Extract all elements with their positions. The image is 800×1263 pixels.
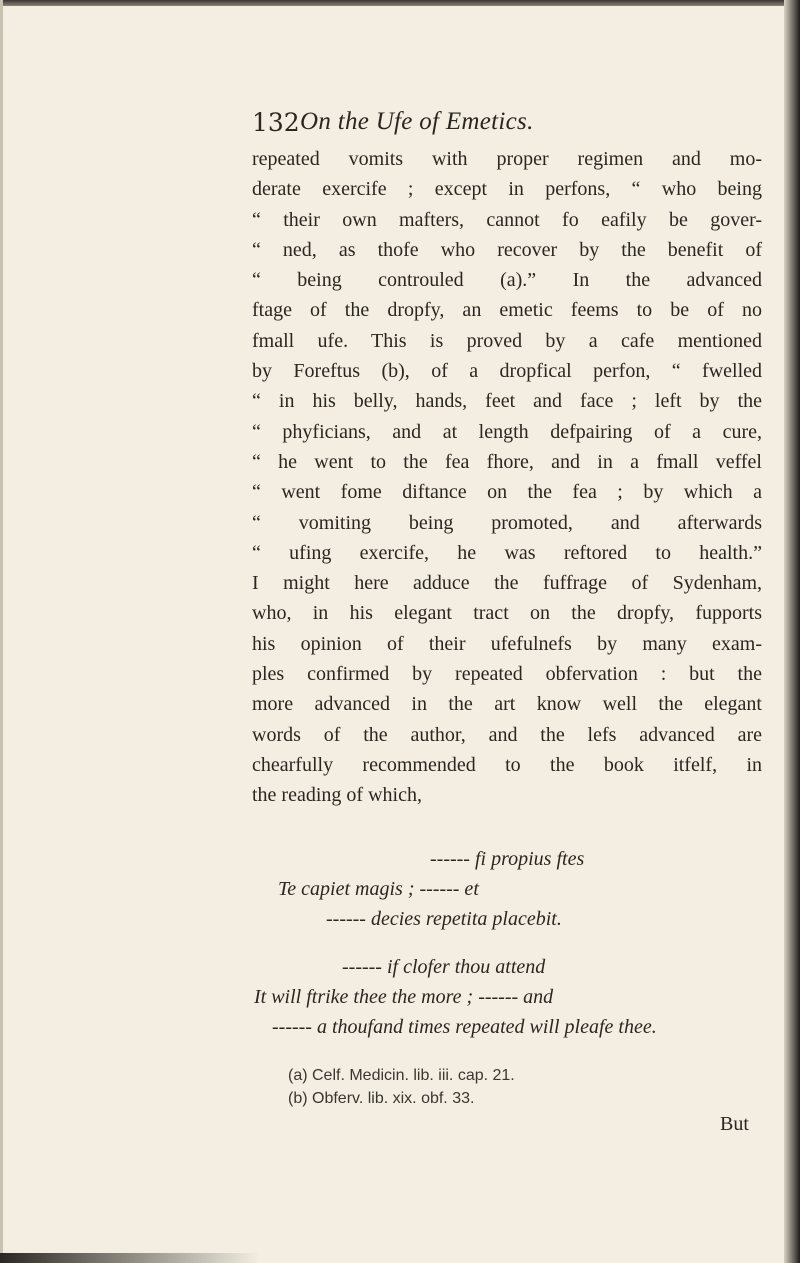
- running-title: On the Ufe of Emetics.: [300, 108, 534, 135]
- verse-line: Te capiet magis ; ------ et: [278, 878, 479, 900]
- verse-line: ------ if clofer thou attend: [342, 956, 546, 978]
- text-line: ftage of the dropfy, an emetic feems to be of no: [252, 299, 762, 322]
- body-text: [252, 144, 762, 811]
- text-line: “ went fome diftance on the fea ; by which a: [252, 481, 762, 504]
- text-line: derate exercife ; except in perfons, “ who being: [252, 178, 762, 201]
- verse-line: ------ decies repetita placebit.: [326, 908, 562, 930]
- text-line: fmall ufe. This is proved by a cafe mentioned: [252, 329, 762, 352]
- text-line: I might here adduce the fuffrage of Sydenham,: [252, 572, 762, 595]
- footnotes: [288, 1064, 515, 1110]
- text-line: repeated vomits with proper regimen and mo-: [252, 148, 762, 170]
- text-line: “ ufing exercife, he was reftored to health.”: [252, 541, 762, 564]
- verse-line: ------ a thoufand times repeated will pleafe thee.: [272, 1016, 657, 1038]
- page-edge-left: [0, 0, 3, 1263]
- text-line: ples confirmed by repeated obfervation : but the: [252, 663, 762, 686]
- text-line: the reading of which,: [252, 784, 422, 807]
- text-line: “ in his belly, hands, feet and face ; left by the: [252, 390, 762, 413]
- text-line: “ he went to the fea fhore, and in a fmall veffel: [252, 450, 762, 473]
- catchword: But: [720, 1113, 749, 1135]
- text-line: “ their own mafters, cannot fo eafily be gover-: [252, 208, 762, 231]
- text-line: words of the author, and the lefs advanced are: [252, 723, 762, 746]
- page-number: 132: [252, 108, 300, 137]
- page-edge-right: [784, 0, 800, 1263]
- verse-line: ------ fi propius ftes: [430, 848, 585, 870]
- text-line: by Foreftus (b), of a dropfical perfon, “ fwelled: [252, 360, 762, 383]
- footnote: (a) Celf. Medicin. lib. iii. cap. 21.: [288, 1067, 515, 1084]
- text-line: chearfully recommended to the book itfelf, in: [252, 753, 762, 776]
- text-line: “ phyficians, and at length defpairing of a cure,: [252, 420, 762, 443]
- text-line: “ ned, as thofe who recover by the benefit of: [252, 238, 762, 261]
- text-line: “ being controuled (a).” In the advanced: [252, 269, 762, 292]
- text-line: “ vomiting being promoted, and afterwards: [252, 511, 762, 534]
- text-line: his opinion of their ufefulnefs by many exam-: [252, 632, 762, 655]
- verse-line: It will ftrike thee the more ; ------ and: [254, 986, 554, 1008]
- page-edge-bottom: [0, 1253, 260, 1263]
- text-line: more advanced in the art know well the elegant: [252, 693, 762, 716]
- text-line: who, in his elegant tract on the dropfy, fupports: [252, 602, 762, 625]
- footnote: (b) Obferv. lib. xix. obf. 33.: [288, 1090, 475, 1107]
- page-edge-top: [0, 0, 800, 6]
